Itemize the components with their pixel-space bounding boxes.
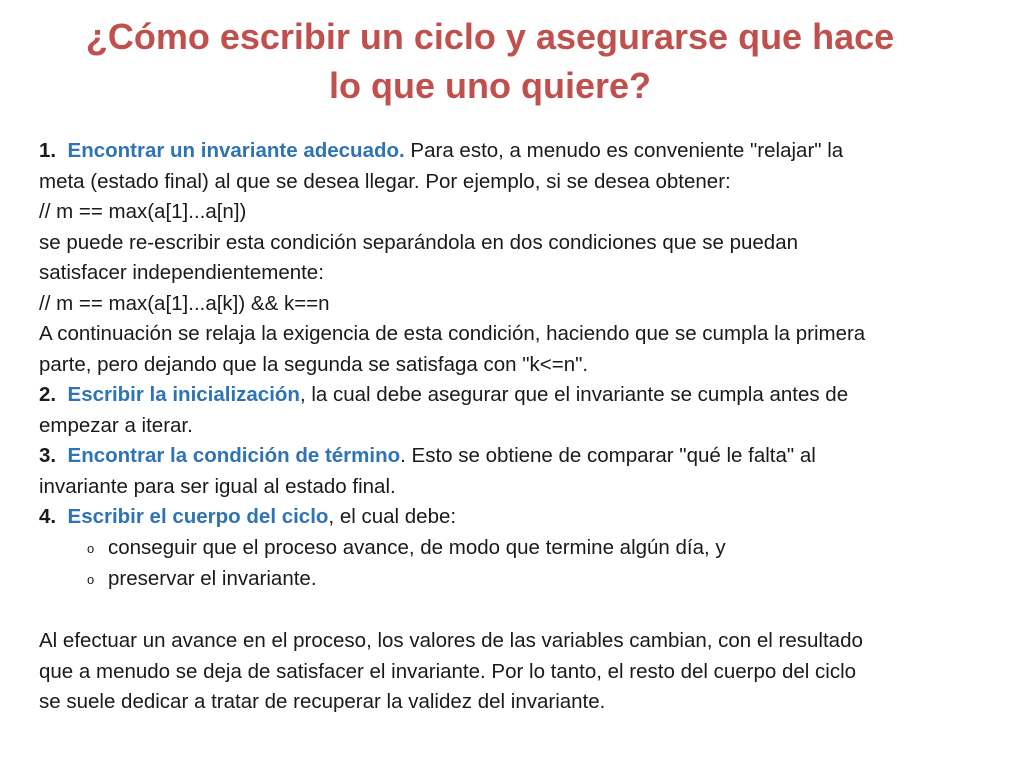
step-1-number: 1. [39,139,57,162]
bullet-icon: o [87,540,95,556]
step-3-line: invariante para ser igual al estado final. [39,474,396,498]
step-4-number: 4. [39,505,57,528]
slide-title [0,12,980,110]
step-1-header [39,136,989,167]
step-1-line: parte, pero dejando que la segunda se satisfaga con "k<=n". [39,352,589,376]
step-3-number: 3. [39,444,57,467]
step-4-bullet [39,564,989,596]
bullet-icon: o [87,572,95,587]
step-3-header [39,441,989,472]
step-1-line: A continuación se relaja la exigencia de esta condición, haciendo que se cumpla la primera [39,322,866,345]
step-2-header [39,380,989,411]
step-4-bullet-text: preservar el invariante. [108,567,317,590]
step-4-header [39,502,989,533]
step-4-bullet [39,533,989,565]
step-4-bullet-text: conseguir que el proceso avance, de modo que termine algún día, y [108,535,726,559]
closing-line: Al efectuar un avance en el proceso, los valores de las variables cambian, con el resultado [39,629,863,652]
step-2-text: , la cual debe asegurar que el invariante se cumpla antes de [299,383,849,406]
step-1-line: se puede re-escribir esta condición separándola en dos condiciones que se puedan [39,230,799,254]
step-2-number: 2. [39,383,57,406]
step-1-text: Para esto, a menudo es conveniente "relajar" la [404,139,844,162]
spacer [39,596,989,627]
step-1-code-line: // m == max(a[1]...a[n]) [39,200,247,223]
step-3-text: . Esto se obtiene de comparar "qué le falta" al [400,444,816,467]
step-1-code-line: // m == max(a[1]...a[k]) && k==n [39,291,330,315]
closing-line: que a menudo se deja de satisfacer el invariante. Por lo tanto, el resto del cuerpo del ciclo [39,659,857,683]
step-2-heading: Escribir la inicialización [67,383,300,406]
slide-title-line-2: lo que uno quiere? [329,65,651,106]
step-1-heading: Encontrar un invariante adecuado. [67,139,405,162]
step-3-heading: Encontrar la condición de término [67,444,401,467]
slide-body [39,136,989,718]
step-1-line: meta (estado final) al que se desea llegar. Por ejemplo, si se desea obtener: [39,169,731,193]
step-1-line: satisfacer independientemente: [39,261,324,284]
step-2-line: empezar a iterar. [39,413,193,437]
slide-title-line-1: ¿Cómo escribir un ciclo y asegurarse que hace [85,16,895,57]
step-4-heading: Escribir el cuerpo del ciclo [67,505,329,528]
step-4-text: , el cual debe: [328,505,457,528]
closing-line: se suele dedicar a tratar de recuperar la validez del invariante. [39,690,606,713]
